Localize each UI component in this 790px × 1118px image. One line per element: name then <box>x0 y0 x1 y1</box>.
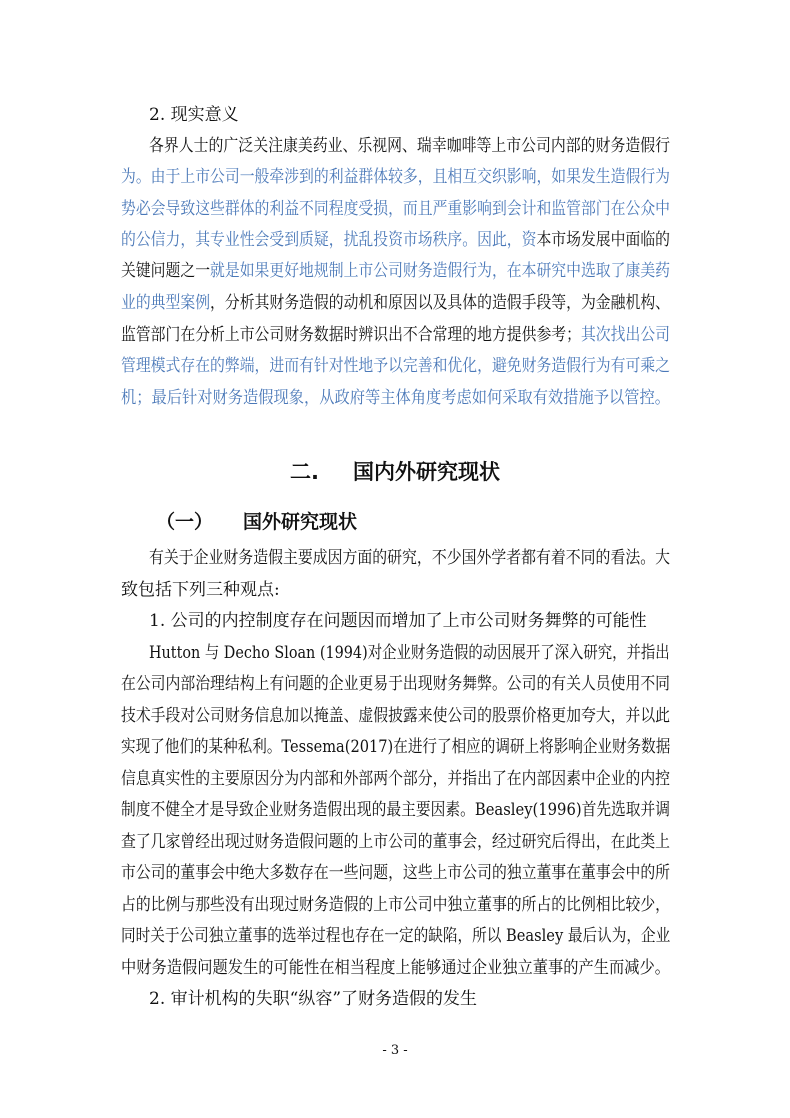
text-line <box>121 355 670 377</box>
text-line: 在公司内部治理结构上有问题的企业更易于出现财务舞弊。公司的有关人员使用不同 <box>121 674 670 694</box>
text-span: ，分析其财务造假的动机和原因以及具体的造假手段等，为金融机构、 <box>210 293 670 313</box>
text-line: 同时关于公司独立董事的选举过程也存在一定的缺陷，所以 Beasley 最后认为，企业 <box>121 926 671 946</box>
chapter-title: 国内外研究现状 <box>352 460 500 484</box>
text-line: 技术手段对公司财务信息加以掩盖、虚假披露来使公司的股票价格更加夸大，并以此 <box>121 706 670 726</box>
text-span: 本市场发展中面临的 <box>536 230 670 250</box>
chapter-number: 二. <box>290 460 319 484</box>
text-span: 各界人士的广泛关注康美药业、乐视网、瑞幸咖啡等上市公司内部的财务造假行 <box>149 136 670 156</box>
highlighted-text: 管理模式存在的弊端，进而有针对性地予以完善和优化，避免财务造假行为有可乘之 <box>121 356 670 376</box>
section-heading <box>156 507 357 534</box>
text-span: 监管部门在分析上市公司财务数据时辨识出不合常理的地方提供参考； <box>121 325 581 345</box>
page-number: - 3 - <box>382 1043 408 1058</box>
chapter-heading <box>0 456 790 486</box>
section-title: 国外研究现状 <box>243 511 358 533</box>
highlighted-text: 的公信力，其专业性会受到质疑，扰乱投资市场秩序。因此，资 <box>121 230 537 250</box>
text-line: 市公司的董事会中绝大多数存在一些问题，这些上市公司的独立董事在董事会中的所 <box>121 863 670 883</box>
highlighted-text: 机；最后针对财务造假现象，从政府等主体角度考虑如何采取有效措施予以管控。 <box>121 388 671 408</box>
subheading-practical-significance: 2. 现实意义 <box>149 105 239 125</box>
text-line: 有关于企业财务造假主要成因方面的研究，不少国外学者都有着不同的看法。大 <box>149 548 670 568</box>
text-line <box>121 198 670 220</box>
text-line: 查了几家曾经出现过财务造假问题的上市公司的董事会，经过研究后得出，在此类上 <box>121 832 670 852</box>
text-line: 中财务造假问题发生的可能性在相当程度上能够通过企业独立董事的产生而减少。 <box>121 958 671 978</box>
text-line <box>121 387 670 409</box>
text-line <box>121 292 670 314</box>
highlighted-text: 势必会导致这些群体的利益不同程度受损，而且严重影响到会计和监管部门在公众中 <box>121 199 670 219</box>
text-line: 1. 公司的内控制度存在问题因而增加了上市公司财务舞弊的可能性 <box>149 611 647 631</box>
text-line <box>121 229 670 251</box>
text-line: 占的比例与那些没有出现过财务造假的上市公司中独立董事的所占的比例相比较少， <box>121 895 670 915</box>
text-span: 关键问题之一 <box>121 261 211 281</box>
text-line: 实现了他们的某种私利。Tessema(2017)在进行了相应的调研上将影响企业财务数据 <box>121 737 671 757</box>
text-line <box>149 135 670 157</box>
text-line: 信息真实性的主要原因分为内部和外部两个部分，并指出了在内部因素中企业的内控 <box>121 769 670 789</box>
text-line: 致包括下列三种观点: <box>121 580 280 600</box>
text-line <box>121 166 670 188</box>
highlighted-text: 业的典型案例 <box>121 293 211 313</box>
text-line: 2. 审计机构的失职“纵容”了财务造假的发生 <box>149 989 478 1009</box>
highlighted-text: 其次找出公司 <box>580 325 670 345</box>
highlighted-text: 就是如果更好地规制上市公司财务造假行为，在本研究中选取了康美药 <box>210 261 670 281</box>
text-line <box>121 324 670 346</box>
highlighted-text: 为。由于上市公司一般牵涉到的利益群体较多，且相互交织影响，如果发生造假行为 <box>121 167 670 187</box>
text-line <box>121 260 670 282</box>
text-line: 制度不健全才是导致企业财务造假出现的最主要因素。Beasley(1996)首先选取并调 <box>121 800 671 820</box>
section-number: （一） <box>156 511 214 533</box>
text-line: Hutton 与 Decho Sloan (1994)对企业财务造假的动因展开了深入研究，并指出 <box>149 643 670 663</box>
